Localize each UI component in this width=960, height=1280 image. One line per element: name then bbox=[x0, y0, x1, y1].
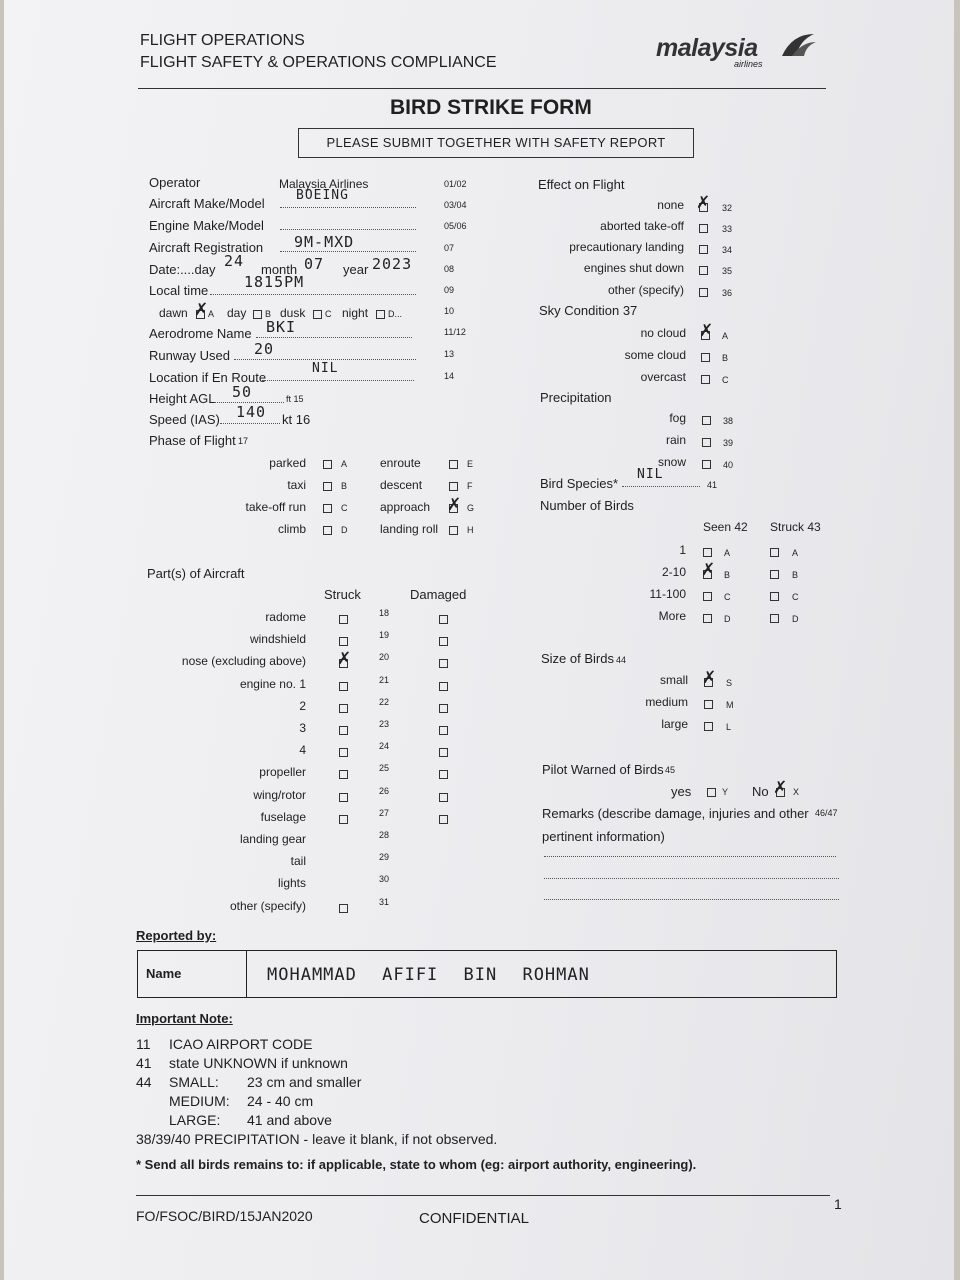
header-divider bbox=[138, 88, 826, 89]
phase-checkbox-h[interactable] bbox=[449, 526, 458, 535]
warned-code: 45 bbox=[665, 765, 676, 775]
phase-letter-h: H bbox=[467, 525, 474, 535]
number-seen-letter-a: A bbox=[724, 548, 731, 558]
precip-checkbox-fog[interactable] bbox=[702, 416, 711, 425]
sky-label-overcast: overcast bbox=[640, 370, 686, 384]
effect-code-aborted-take-off: 33 bbox=[722, 224, 733, 234]
night-label: night bbox=[342, 306, 369, 320]
dusk-letter: C bbox=[325, 309, 332, 319]
height-unit: ft 15 bbox=[286, 394, 304, 404]
dawn-checkmark: ✗ bbox=[194, 300, 209, 320]
species-line bbox=[622, 486, 700, 487]
aerodrome-value[interactable]: BKI bbox=[266, 318, 297, 336]
footer-confidential: CONFIDENTIAL bbox=[419, 1210, 530, 1227]
number-seen-checkbox-1[interactable] bbox=[703, 548, 712, 557]
phase-label-taxi: taxi bbox=[287, 478, 306, 492]
light-code: 10 bbox=[444, 306, 455, 316]
runway-line bbox=[234, 359, 416, 360]
phase-code: 17 bbox=[238, 436, 249, 446]
phase-label-parked: parked bbox=[269, 456, 306, 470]
phase-label-landing-roll: landing roll bbox=[380, 522, 439, 536]
warned-title: Pilot Warned of Birds bbox=[542, 762, 664, 777]
number-struck-header: Struck 43 bbox=[770, 520, 821, 534]
number-seen-letter-d: D bbox=[724, 614, 731, 624]
submit-note-box bbox=[298, 128, 694, 158]
aerodrome-line bbox=[256, 337, 412, 338]
note-precipitation: 38/39/40 PRECIPITATION - leave it blank, if not observed. bbox=[136, 1131, 498, 1147]
note-size-small: 23 cm and smaller bbox=[247, 1074, 362, 1090]
part-code-lights: 30 bbox=[379, 874, 390, 884]
day-checkbox[interactable] bbox=[253, 310, 262, 319]
part-code-windshield: 19 bbox=[379, 630, 390, 640]
part-struck-checkbox-3[interactable] bbox=[339, 726, 348, 735]
night-letter: D... bbox=[388, 309, 403, 319]
number-struck-letter-d: D bbox=[792, 614, 799, 624]
species-code: 41 bbox=[707, 480, 718, 490]
aircraft-make-line bbox=[280, 207, 416, 208]
effect-checkbox-aborted-take-off[interactable] bbox=[699, 224, 708, 233]
part-struck-checkmark-nose-excluding-above: ✗ bbox=[337, 649, 352, 669]
sky-letter-b: B bbox=[722, 353, 729, 363]
operator-label: Operator bbox=[149, 175, 201, 190]
sky-letter-c: C bbox=[722, 375, 729, 385]
phase-letter-e: E bbox=[467, 459, 474, 469]
number-seen-letter-c: C bbox=[724, 592, 731, 602]
date-year-label: year bbox=[343, 262, 369, 277]
note-size-large: 41 and above bbox=[247, 1112, 332, 1128]
part-damaged-checkbox-radome[interactable] bbox=[439, 615, 448, 624]
notes-title: Important Note: bbox=[136, 1011, 233, 1026]
note-size-medium: 24 - 40 cm bbox=[247, 1093, 314, 1109]
warned-no-letter: X bbox=[793, 787, 800, 797]
phase-letter-b: B bbox=[341, 481, 348, 491]
number-seen-checkbox-11-100[interactable] bbox=[703, 592, 712, 601]
part-code-engine-no-1: 21 bbox=[379, 675, 390, 685]
effect-label-other-specify: other (specify) bbox=[607, 283, 684, 297]
part-label-wing-rotor: wing/rotor bbox=[253, 788, 306, 802]
local-time-code: 09 bbox=[444, 285, 455, 295]
size-label-small: small bbox=[659, 673, 688, 687]
reporter-name-label: Name bbox=[146, 966, 182, 981]
airline-logo-icon bbox=[778, 30, 818, 60]
precip-label-fog: fog bbox=[669, 411, 686, 425]
effect-checkbox-other-specify[interactable] bbox=[699, 288, 708, 297]
footer-reference: FO/FSOC/BIRD/15JAN2020 bbox=[136, 1208, 313, 1224]
phase-letter-c: C bbox=[341, 503, 348, 513]
speed-value[interactable]: 140 bbox=[236, 403, 267, 421]
part-label-nose-excluding-above: nose (excluding above) bbox=[181, 654, 306, 668]
effect-label-none: none bbox=[657, 198, 684, 212]
phase-checkbox-f[interactable] bbox=[449, 482, 458, 491]
part-struck-checkbox-radome[interactable] bbox=[339, 615, 348, 624]
airline-logo: malaysia bbox=[656, 34, 758, 62]
part-code-other-specify: 31 bbox=[379, 897, 390, 907]
location-line bbox=[262, 380, 414, 381]
part-damaged-checkbox-engine-no-1[interactable] bbox=[439, 682, 448, 691]
effect-checkmark-none: ✗ bbox=[696, 193, 711, 213]
part-struck-checkbox-2[interactable] bbox=[339, 704, 348, 713]
reported-title: Reported by: bbox=[136, 928, 217, 943]
number-struck-checkbox-1[interactable] bbox=[770, 548, 779, 557]
aircraft-make-value[interactable]: BOEING bbox=[296, 188, 349, 203]
part-label-propeller: propeller bbox=[259, 765, 306, 779]
airline-logo-sub: airlines bbox=[734, 59, 763, 69]
phase-label-climb: climb bbox=[277, 522, 306, 536]
date-year-value[interactable]: 2023 bbox=[372, 255, 413, 273]
note-number-44: 44 bbox=[136, 1074, 152, 1090]
date-code: 08 bbox=[444, 264, 455, 274]
dusk-label: dusk bbox=[280, 306, 306, 320]
day-letter: B bbox=[265, 309, 272, 319]
part-struck-checkbox-engine-no-1[interactable] bbox=[339, 682, 348, 691]
number-label-more: More bbox=[658, 609, 686, 623]
size-letter-m: M bbox=[726, 700, 734, 710]
part-label-other-specify: other (specify) bbox=[229, 899, 306, 913]
effect-label-engines-shut-down: engines shut down bbox=[583, 261, 684, 275]
effect-checkbox-engines-shut-down[interactable] bbox=[699, 266, 708, 275]
note-send-remains: * Send all birds remains to: if applicable, state to whom (eg: airport authority, engineering). bbox=[136, 1157, 697, 1172]
registration-code: 07 bbox=[444, 243, 455, 253]
phase-label-descent: descent bbox=[380, 478, 423, 492]
effect-label-precautionary-landing: precautionary landing bbox=[569, 240, 684, 254]
part-label-4: 4 bbox=[299, 743, 306, 757]
date-day-value[interactable]: 24 bbox=[224, 252, 245, 270]
precip-label-snow: snow bbox=[657, 455, 686, 469]
phase-letter-a: A bbox=[341, 459, 348, 469]
dawn-label: dawn bbox=[159, 306, 188, 320]
phase-letter-g: G bbox=[467, 503, 475, 513]
size-letter-s: S bbox=[726, 678, 733, 688]
part-code-nose-excluding-above: 20 bbox=[379, 652, 390, 662]
sky-label-no-cloud: no cloud bbox=[640, 326, 686, 340]
number-seen-header: Seen 42 bbox=[703, 520, 748, 534]
size-checkbox-medium[interactable] bbox=[704, 700, 713, 709]
part-label-radome: radome bbox=[265, 610, 306, 624]
effect-code-engines-shut-down: 35 bbox=[722, 266, 733, 276]
department-line-1: FLIGHT OPERATIONS bbox=[140, 32, 305, 49]
number-seen-checkmark-2-10: ✗ bbox=[701, 560, 716, 580]
parts-title: Part(s) of Aircraft bbox=[147, 566, 245, 581]
runway-value[interactable]: 20 bbox=[254, 340, 275, 358]
sky-checkbox-overcast[interactable] bbox=[701, 375, 710, 384]
local-time-line bbox=[210, 294, 416, 295]
size-checkbox-large[interactable] bbox=[704, 722, 713, 731]
phase-label-approach: approach bbox=[380, 500, 431, 514]
parts-damaged-header: Damaged bbox=[410, 587, 467, 602]
number-struck-letter-a: A bbox=[792, 548, 799, 558]
number-struck-letter-c: C bbox=[792, 592, 799, 602]
number-label-1: 1 bbox=[679, 543, 686, 557]
sky-title: Sky Condition 37 bbox=[539, 303, 638, 318]
part-code-4: 24 bbox=[379, 741, 390, 751]
warned-yes-label: yes bbox=[671, 784, 692, 799]
size-checkmark-small: ✗ bbox=[702, 668, 717, 688]
department-line-2: FLIGHT SAFETY & OPERATIONS COMPLIANCE bbox=[140, 54, 497, 71]
effect-title: Effect on Flight bbox=[538, 177, 625, 192]
phase-checkbox-b[interactable] bbox=[323, 482, 332, 491]
part-struck-checkbox-propeller[interactable] bbox=[339, 770, 348, 779]
part-damaged-checkbox-propeller[interactable] bbox=[439, 770, 448, 779]
number-seen-checkbox-more[interactable] bbox=[703, 614, 712, 623]
part-code-fuselage: 27 bbox=[379, 808, 390, 818]
part-damaged-checkbox-4[interactable] bbox=[439, 748, 448, 757]
remarks-line-2: pertinent information) bbox=[542, 829, 665, 844]
number-struck-checkbox-11-100[interactable] bbox=[770, 592, 779, 601]
speed-label: Speed (IAS) bbox=[149, 412, 220, 427]
part-damaged-checkbox-wing-rotor[interactable] bbox=[439, 793, 448, 802]
registration-label: Aircraft Registration bbox=[149, 240, 264, 255]
number-seen-letter-b: B bbox=[724, 570, 731, 580]
part-struck-checkbox-4[interactable] bbox=[339, 748, 348, 757]
precip-code-snow: 40 bbox=[723, 460, 734, 470]
part-damaged-checkbox-2[interactable] bbox=[439, 704, 448, 713]
note-number-11: 11 bbox=[136, 1036, 151, 1052]
reporter-name-value[interactable]: MOHAMMAD AFIFI BIN ROHMAN bbox=[267, 965, 590, 985]
reported-box-divider bbox=[246, 951, 247, 997]
location-value[interactable]: NIL bbox=[312, 361, 339, 376]
part-label-fuselage: fuselage bbox=[260, 810, 306, 824]
engine-make-line[interactable] bbox=[280, 229, 416, 230]
night-checkbox[interactable] bbox=[376, 310, 385, 319]
part-damaged-checkbox-3[interactable] bbox=[439, 726, 448, 735]
sky-letter-a: A bbox=[722, 331, 729, 341]
remarks-code: 46/47 bbox=[815, 808, 838, 818]
phase-checkbox-a[interactable] bbox=[323, 460, 332, 469]
part-code-wing-rotor: 26 bbox=[379, 786, 390, 796]
sky-checkbox-some-cloud[interactable] bbox=[701, 353, 710, 362]
part-label-engine-no-1: engine no. 1 bbox=[239, 677, 306, 691]
warned-no-label: No bbox=[752, 784, 769, 799]
note-text-0: ICAO AIRPORT CODE bbox=[169, 1036, 313, 1052]
submit-note: PLEASE SUBMIT TOGETHER WITH SAFETY REPORT bbox=[326, 135, 666, 150]
aerodrome-label: Aerodrome Name bbox=[149, 326, 252, 341]
runway-label: Runway Used bbox=[149, 348, 230, 363]
remarks-line-a[interactable] bbox=[544, 856, 836, 857]
species-label: Bird Species* bbox=[540, 476, 619, 491]
phase-label-take-off-run: take-off run bbox=[245, 500, 306, 514]
phase-checkbox-e[interactable] bbox=[449, 460, 458, 469]
dusk-checkbox[interactable] bbox=[313, 310, 322, 319]
part-label-landing-gear: landing gear bbox=[239, 832, 306, 846]
number-label-2-10: 2-10 bbox=[661, 565, 686, 579]
effect-code-precautionary-landing: 34 bbox=[722, 245, 733, 255]
part-struck-checkbox-other-specify[interactable] bbox=[339, 904, 348, 913]
aircraft-make-code: 03/04 bbox=[444, 200, 467, 210]
phase-letter-d: D bbox=[341, 525, 348, 535]
remarks-line-1: Remarks (describe damage, injuries and other bbox=[542, 806, 809, 821]
speed-line bbox=[220, 423, 280, 424]
note-text-3: MEDIUM: bbox=[169, 1093, 230, 1109]
height-value[interactable]: 50 bbox=[232, 383, 253, 401]
size-label-large: large bbox=[661, 717, 688, 731]
engine-make-code: 05/06 bbox=[444, 221, 467, 231]
effect-label-aborted-take-off: aborted take-off bbox=[600, 219, 684, 233]
precip-code-rain: 39 bbox=[723, 438, 734, 448]
part-label-lights: lights bbox=[277, 876, 306, 890]
precip-checkbox-snow[interactable] bbox=[702, 460, 711, 469]
effect-checkbox-precautionary-landing[interactable] bbox=[699, 245, 708, 254]
registration-line bbox=[280, 251, 416, 252]
number-struck-checkbox-2-10[interactable] bbox=[770, 570, 779, 579]
part-damaged-checkbox-fuselage[interactable] bbox=[439, 815, 448, 824]
part-code-tail: 29 bbox=[379, 852, 390, 862]
remarks-line-c[interactable] bbox=[544, 899, 839, 900]
size-letter-l: L bbox=[726, 722, 732, 732]
form-title: BIRD STRIKE FORM bbox=[390, 96, 592, 119]
phase-checkbox-c[interactable] bbox=[323, 504, 332, 513]
precip-title: Precipitation bbox=[540, 390, 612, 405]
precip-checkbox-rain[interactable] bbox=[702, 438, 711, 447]
precip-label-rain: rain bbox=[665, 433, 686, 447]
effect-code-other-specify: 36 bbox=[722, 288, 733, 298]
location-label: Location if En Route bbox=[149, 370, 267, 385]
warned-yes-checkbox[interactable] bbox=[707, 788, 716, 797]
warned-no-checkmark: ✗ bbox=[773, 778, 788, 798]
note-number-41: 41 bbox=[136, 1055, 152, 1071]
part-struck-checkbox-wing-rotor[interactable] bbox=[339, 793, 348, 802]
date-month-label: month bbox=[261, 262, 298, 277]
part-label-2: 2 bbox=[299, 699, 306, 713]
part-label-windshield: windshield bbox=[249, 632, 306, 646]
part-code-landing-gear: 28 bbox=[379, 830, 390, 840]
number-struck-letter-b: B bbox=[792, 570, 799, 580]
reported-box bbox=[137, 950, 837, 998]
number-title: Number of Birds bbox=[540, 498, 634, 513]
phase-checkbox-d[interactable] bbox=[323, 526, 332, 535]
engine-make-label: Engine Make/Model bbox=[149, 218, 264, 233]
runway-code: 13 bbox=[444, 349, 455, 359]
part-label-3: 3 bbox=[299, 721, 306, 735]
parts-struck-header: Struck bbox=[324, 587, 361, 602]
sky-checkmark-no-cloud: ✗ bbox=[699, 321, 714, 341]
phase-title: Phase of Flight bbox=[149, 433, 236, 448]
registration-value[interactable]: 9M-MXD bbox=[294, 233, 355, 251]
footer-divider bbox=[136, 1195, 830, 1196]
local-time-label: Local time bbox=[149, 283, 209, 298]
phase-checkmark-g: ✗ bbox=[447, 495, 462, 515]
date-label: Date:....day bbox=[149, 262, 216, 277]
part-struck-checkbox-windshield[interactable] bbox=[339, 637, 348, 646]
operator-code: 01/02 bbox=[444, 179, 467, 189]
part-code-3: 23 bbox=[379, 719, 390, 729]
warned-yes-letter: Y bbox=[722, 787, 729, 797]
aerodrome-code: 11/12 bbox=[444, 327, 466, 337]
part-damaged-checkbox-windshield[interactable] bbox=[439, 637, 448, 646]
form-sheet bbox=[4, 0, 954, 1280]
part-code-propeller: 25 bbox=[379, 763, 390, 773]
phase-letter-f: F bbox=[467, 481, 473, 491]
day-label: day bbox=[227, 306, 247, 320]
speed-unit: kt 16 bbox=[282, 412, 311, 427]
part-code-2: 22 bbox=[379, 697, 390, 707]
precip-code-fog: 38 bbox=[723, 416, 734, 426]
part-damaged-checkbox-nose-excluding-above[interactable] bbox=[439, 659, 448, 668]
note-text-4: LARGE: bbox=[169, 1112, 221, 1128]
size-code: 44 bbox=[616, 655, 627, 665]
operator-value: Malaysia Airlines bbox=[279, 177, 369, 191]
location-code: 14 bbox=[444, 371, 455, 381]
part-code-radome: 18 bbox=[379, 608, 390, 618]
height-label: Height AGL bbox=[149, 391, 216, 406]
phase-label-enroute: enroute bbox=[380, 456, 421, 470]
dawn-letter: A bbox=[208, 309, 215, 319]
sky-label-some-cloud: some cloud bbox=[624, 348, 686, 362]
local-time-value[interactable]: 1815PM bbox=[244, 273, 305, 291]
footer-page-number: 1 bbox=[834, 1196, 842, 1212]
effect-code-none: 32 bbox=[722, 203, 733, 213]
number-label-11-100: 11-100 bbox=[649, 587, 686, 601]
number-struck-checkbox-more[interactable] bbox=[770, 614, 779, 623]
size-label-medium: medium bbox=[645, 695, 688, 709]
note-text-2: SMALL: bbox=[169, 1074, 219, 1090]
date-month-value[interactable]: 07 bbox=[304, 255, 325, 273]
species-value[interactable]: NIL bbox=[637, 467, 664, 482]
remarks-line-b[interactable] bbox=[544, 878, 839, 879]
aircraft-make-label: Aircraft Make/Model bbox=[149, 196, 265, 211]
size-title: Size of Birds bbox=[541, 651, 614, 666]
note-text-1: state UNKNOWN if unknown bbox=[169, 1055, 348, 1071]
part-struck-checkbox-fuselage[interactable] bbox=[339, 815, 348, 824]
part-label-tail: tail bbox=[290, 854, 306, 868]
